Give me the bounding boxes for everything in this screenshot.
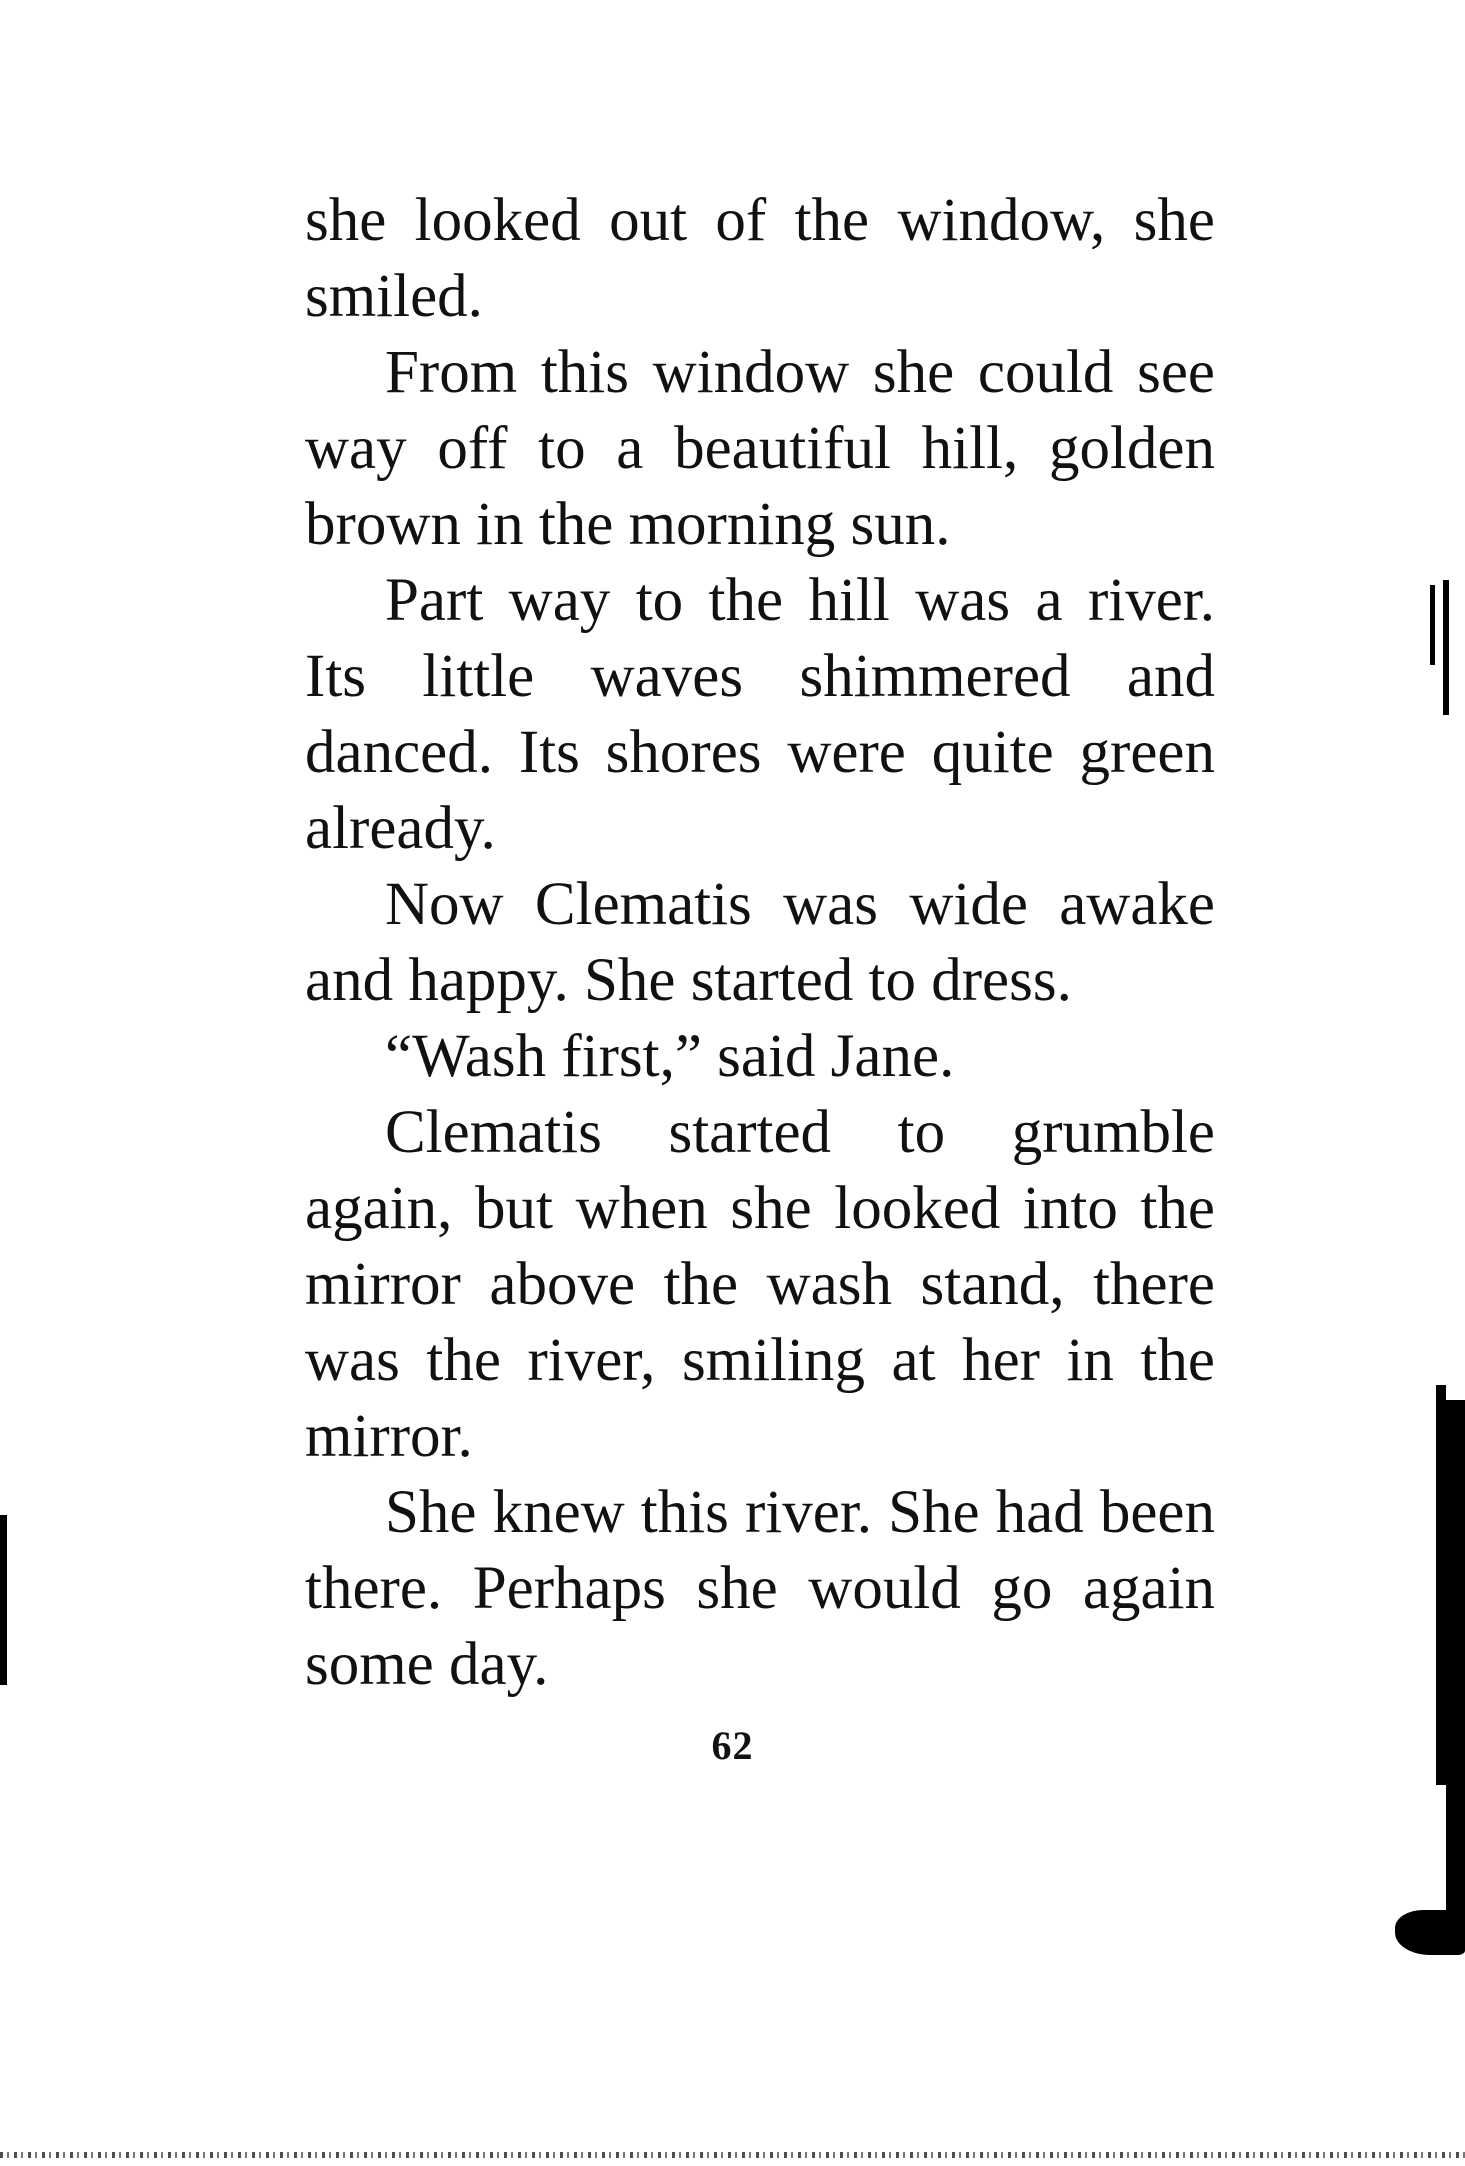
- paragraph: Clematis started to grumble again, but when she looked into the mirror above the wash stand, there was the river, smiling at her in the mirror.: [305, 1099, 1215, 1470]
- scan-edge-mark: [1430, 585, 1435, 665]
- paragraph: She knew this river. She had been there. Perhaps she would go again some day.: [305, 1479, 1215, 1698]
- paragraph: From this window she could see way off to a beautiful hill, golden brown in the morning sun.: [305, 339, 1215, 558]
- page-number: 62: [711, 1723, 754, 1768]
- scan-edge-mark: [1436, 1385, 1446, 1785]
- scan-bottom-edge: [0, 2152, 1465, 2158]
- paragraph: Part way to the hill was a river. Its little waves shimmered and danced. Its shores were quite green already.: [305, 567, 1215, 862]
- scan-edge-mark: [1446, 1400, 1465, 1950]
- paragraph: she looked out of the window, she smiled.: [305, 187, 1215, 330]
- scan-edge-mark: [0, 1515, 7, 1685]
- body-text: [305, 183, 1215, 1703]
- paragraph: Now Clematis was wide awake and happy. She started to dress.: [305, 871, 1215, 1014]
- scan-ink-blot: [1395, 1910, 1465, 1955]
- scan-edge-mark: [1443, 580, 1449, 715]
- paragraph: “Wash first,” said Jane.: [385, 1023, 955, 1090]
